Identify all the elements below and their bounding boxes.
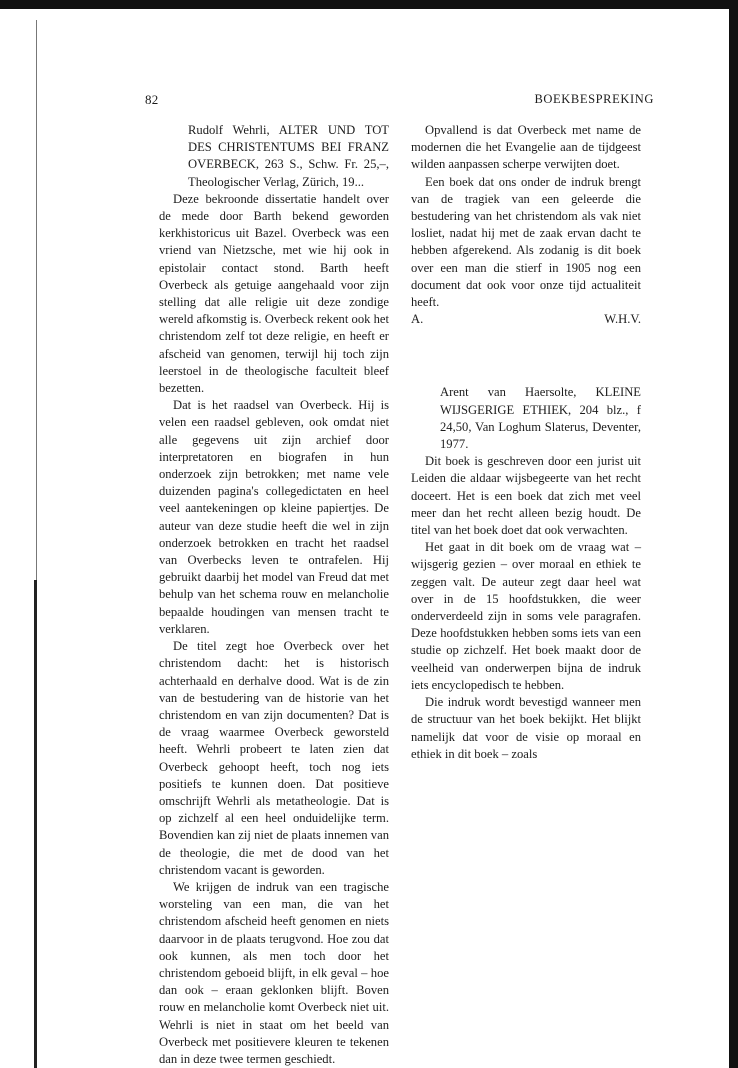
review-signature (411, 311, 641, 328)
body-paragraph: Deze bekroonde dissertatie handelt over de mede door Barth bekend geworden kerkhistoricus uit Bazel. Overbeck was een vriend van Nietzsche, met wie hij ook in epistolair contact stond. Barth heeft Overbeck als getuige aangehaald voor zijn stelling dat alle religie uit deze zondige wereld afkomstig is. Overbeck rekent ook het christendom zelf tot deze religie, en heeft er afscheid van genomen, terwijl hij toch zijn leerstoel in de theologische faculteit bleef bezetten. (159, 191, 389, 396)
body-paragraph: Het gaat in dit boek om de vraag wat – wijsgerig gezien – over moraal en ethiek te zeggen valt. De auteur zegt daar heel wat over in de 15 hoofdstukken, die weer onderverdeeld zijn in soms vele paragrafen. Deze hoofdstukken hebben soms iets van een studie op zichzelf. Het boek maakt door de veelheid van onderwerpen bijna de indruk iets encyclopedisch te hebben. (411, 540, 641, 692)
book-reference: Rudolf Wehrli, ALTER UND TOT DES CHRISTENTUMS BEI FRANZ OVERBECK, 263 S., Schw. Fr. 25,–, Theologischer Verlag, Zürich, 19... (188, 123, 389, 189)
body-paragraph: Dit boek is geschreven door een jurist uit Leiden die aldaar wijsbegeerte van het recht doceert. Het is een boek dat zich met veel meer dan het recht alleen bezig houdt. De titel van het boek doet dat ook verwachten. (411, 454, 641, 538)
second-review (411, 384, 641, 762)
body-paragraph: Dat is het raadsel van Overbeck. Hij is velen een raadsel gebleven, ook omdat niet alle gegevens uit zijn archief door interpretatoren en biografen in hun onderzoek zijn betrokken; met name vele duizenden pagina's collegedictaten en heel veel aantekeningen op kleine papiertjes. De auteur van deze studie heeft die wel in zijn onderzoek betrokken en tracht het raadsel van Overbecks leven te ontrafelen. Hij gebruikt daarbij het model van Freud dat met behulp van het schema rouw en melancholie bepaalde houdingen van mensen tracht te verklaren. (159, 398, 389, 636)
left-column (159, 122, 389, 1068)
body-paragraph: De titel zegt hoe Overbeck over het christendom dacht: het is historisch achterhaald en derhalve dood. Wat is de zin van de bestudering van de historie van het christendom en van zijn documenten? Dat is de vraag waarmee Overbeck geworsteld heeft. Wehrli probeert te laten zien dat Overbeck gehoopt heeft, toch nog iets positiefs te kunnen doen. Dat positieve omschrijft Wehrli als metatheologie. Dat is op zichzelf al een heel onduidelijke term. Bovendien kan zij niet de plaats innemen van de theologie, die met de dood van het christendom vacant is geworden. (159, 639, 389, 877)
running-title: BOEKBESPREKING (534, 92, 654, 106)
body-paragraph: Een boek dat ons onder de indruk brengt van de tragiek van een geleerde die bestudering van het christendom als vak niet losliet, nadat hij met de zaak ervan dacht te hebben afgerekend. Als zodanig is dit boek over een man die stierf in 1905 nog een document dat ook voor onze tijd actualiteit heeft. (411, 174, 641, 310)
right-column (411, 122, 641, 763)
scan-border-right (729, 0, 738, 1068)
page-number: 82 (145, 92, 159, 107)
scan-border-left (34, 580, 37, 1068)
body-paragraph: We krijgen de indruk van een tragische worsteling van een man, die van het christendom afscheid heeft genomen en niets daarvoor in de plaats terugvond. Hoe zou dat ook kunnen, als men toch door het christendom geboeid blijft, in elk geval – hoe dan ook – eraan geklonken blijft. Boven rouw en melancholie komt Overbeck niet uit. Wehrli is niet in staat om het beeld van Overbeck met positievere kleuren te tekenen dan in deze twee termen geschiedt. (159, 879, 389, 1066)
book-reference: Arent van Haersolte, KLEINE WIJSGERIGE ETHIEK, 204 blz., f 24,50, Van Loghum Slaterus, Deventer, 1977. (440, 385, 641, 452)
scan-border-top (0, 0, 738, 9)
body-paragraph: Die indruk wordt bevestigd wanneer men de structuur van het boek bekijkt. Het blijkt namelijk dat voor de visie op moraal en ethiek in dit boek – zoals (411, 695, 641, 761)
signature-initial: A. (411, 312, 424, 327)
scan-border-left-thin (36, 20, 37, 580)
body-paragraph: Opvallend is dat Overbeck met name de modernen die het Evangelie aan de tijdgeest wilden aanpassen scherpe verwijten doet. (411, 123, 641, 172)
signature-author: W.H.V. (604, 312, 641, 327)
